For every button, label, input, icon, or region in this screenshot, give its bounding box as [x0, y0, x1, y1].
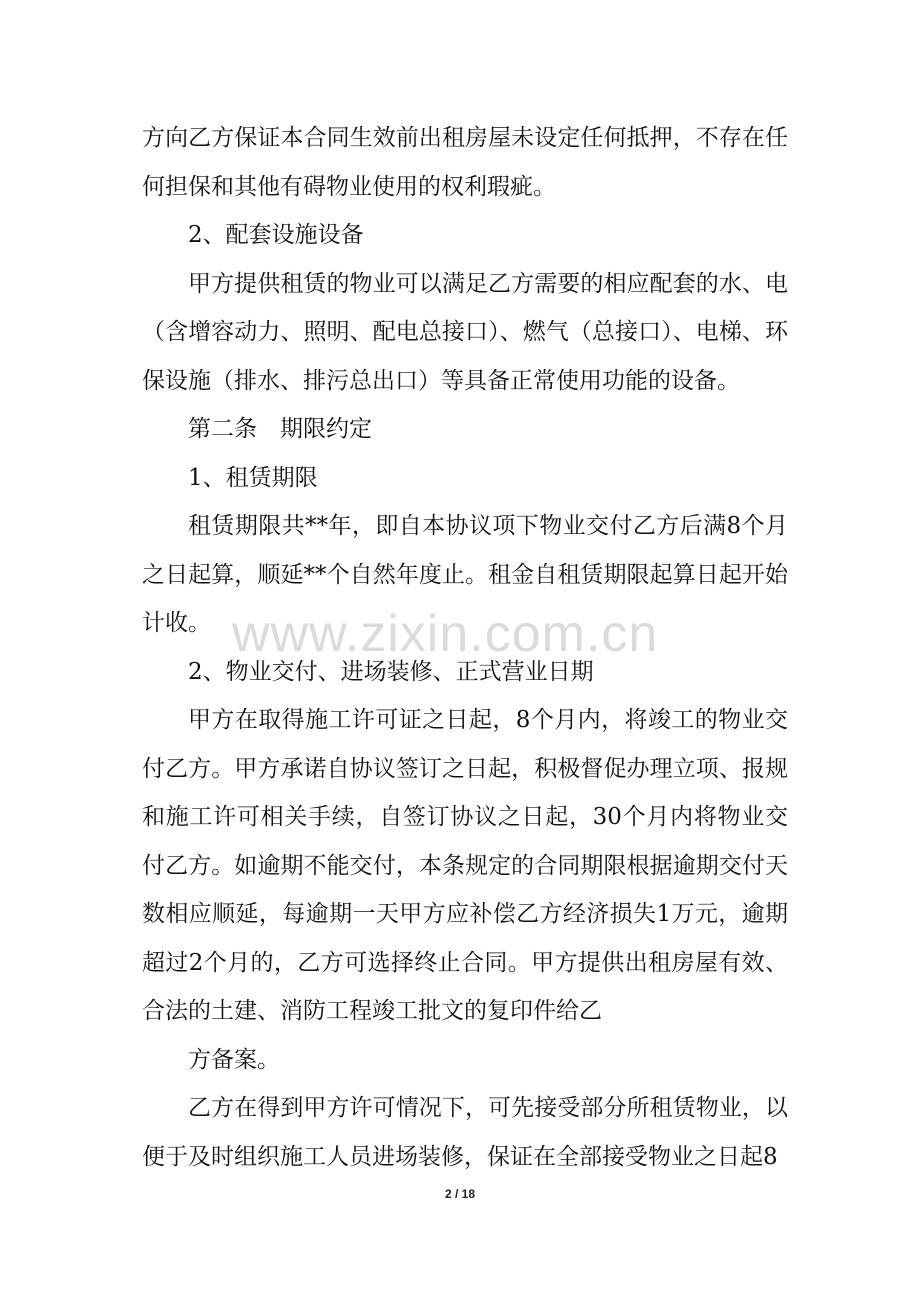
heading-delivery-dates: 2、物业交付、进场装修、正式营业日期 — [188, 658, 594, 685]
heading-supporting-facilities: 2、配套设施设备 — [188, 222, 364, 248]
paragraph-facilities-description: 甲方提供租赁的物业可以满足乙方需要的相应配套的水、电（含增容动力、照明、配电总接口）、燃气（总接口）、电梯、环保设施（排水、排污总出口）等具备正常使用功能的设备。 — [142, 270, 788, 394]
heading-article-two: 第二条 期限约定 — [188, 416, 372, 442]
document-body — [142, 114, 788, 1181]
paragraph-warranty-continuation: 方向乙方保证本合同生效前出租房屋未设定任何抵押，不存在任何担保和其他有碍物业使用的权利瑕疵。 — [142, 125, 788, 200]
paragraph-filing: 方备案。 — [188, 1046, 280, 1073]
paragraph-lease-term: 租赁期限共**年，即自本协议项下物业交付乙方后满8个月之日起算，顺延**个自然年度止。租金自租赁期限起算日起开始计收。 — [142, 513, 788, 636]
heading-lease-term: 1、租赁期限 — [188, 464, 318, 491]
paragraph-partial-acceptance: 乙方在得到甲方许可情况下，可先接受部分所租赁物业，以便于及时组织施工人员进场装修，保证在全部接受物业之日起8 — [142, 1095, 788, 1170]
page-number: 2 / 18 — [444, 1187, 476, 1201]
paragraph-delivery-terms: 甲方在取得施工许可证之日起，8个月内，将竣工的物业交付乙方。甲方承诺自协议签订之日起，积极督促办理立项、报规和施工许可相关手续，自签订协议之日起，30个月内将物业交付乙方。如逾期不能交付，本条规定的合同期限根据逾期交付天数相应顺延，每逾期一天甲方应补偿乙方经济损失1万元，逾期超过2个月的，乙方可选择终止合同。甲方提供出租房屋有效、合法的土建、消防工程竣工批文的复印件给乙 — [142, 707, 788, 1024]
watermark: www.zixin.com.cn — [232, 605, 659, 663]
